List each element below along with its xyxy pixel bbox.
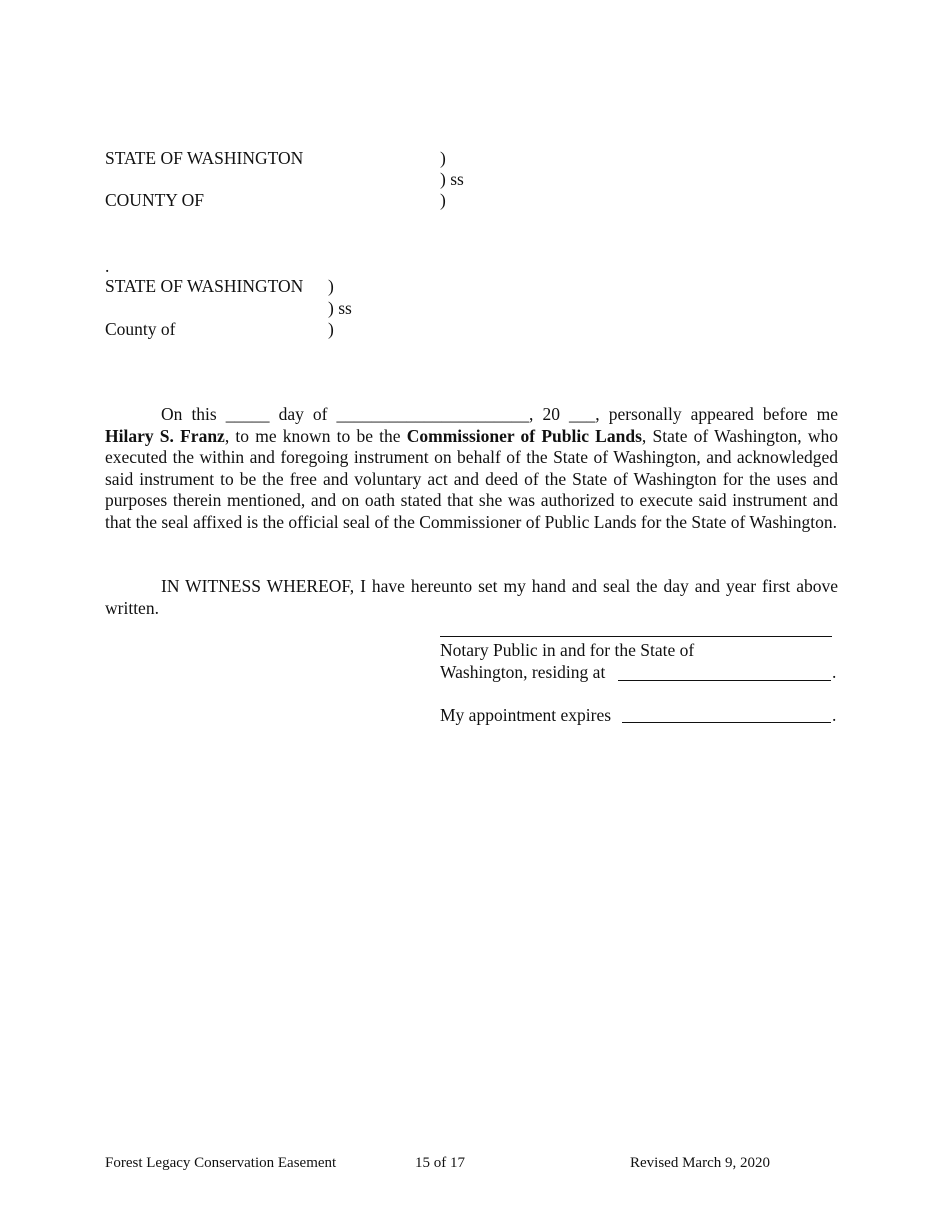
footer-page-number: 15 of 17 — [415, 1155, 465, 1171]
venue1-paren-3: ) — [440, 190, 446, 210]
venue1-ss: ) ss — [440, 169, 464, 189]
venue2-paren-1: ) — [328, 276, 334, 296]
footer-revision-date: Revised March 9, 2020 — [630, 1155, 770, 1171]
venue2-dot: . — [105, 256, 110, 276]
acknowledgment-paragraph — [105, 404, 838, 533]
venue1-state: STATE OF WASHINGTON — [105, 148, 304, 168]
signer-name: Hilary S. Franz — [105, 425, 225, 446]
venue1-paren-1: ) — [440, 148, 446, 168]
appointment-label: My appointment expires — [440, 705, 612, 725]
venue2-state: STATE OF WASHINGTON — [105, 276, 304, 296]
venue1-county: COUNTY OF — [105, 190, 205, 210]
residing-blank[interactable] — [618, 680, 831, 681]
appointment-period: . — [832, 705, 837, 725]
residing-period: . — [832, 662, 837, 682]
venue2-ss: ) ss — [328, 298, 352, 318]
witness-paragraph — [105, 576, 838, 619]
footer-document-title: Forest Legacy Conservation Easement — [105, 1155, 337, 1171]
notary-residing-label: Washington, residing at — [440, 662, 606, 682]
signer-title: Commissioner of Public Lands — [406, 425, 642, 446]
venue2-county: County of — [105, 319, 176, 339]
witness-text: IN WITNESS WHEREOF, I have hereunto set my hand and seal the day and year first above written. — [105, 576, 838, 618]
notary-signature-line[interactable] — [440, 636, 832, 637]
venue2-paren-3: ) — [328, 319, 334, 339]
appointment-blank[interactable] — [622, 722, 831, 723]
notary-line-1: Notary Public in and for the State of — [440, 640, 695, 660]
acknowledgment-opening: On this _____ day of ______________________, 20 ___, personally appeared before me — [161, 404, 838, 424]
acknowledgment-body: , State of Washington, who executed the within and foregoing instrument on behalf of the State of Washington, and acknowledged said instrument to be the free and voluntary act and deed of the State of Washington for the uses and purposes therein mentioned, and on oath stated that she was authorized to execute said instrument and that the seal affixed is the official seal of the Commissioner of Public Lands for the State of Washington. — [105, 425, 839, 532]
acknowledgment-known: , to me known to be the — [224, 425, 401, 446]
